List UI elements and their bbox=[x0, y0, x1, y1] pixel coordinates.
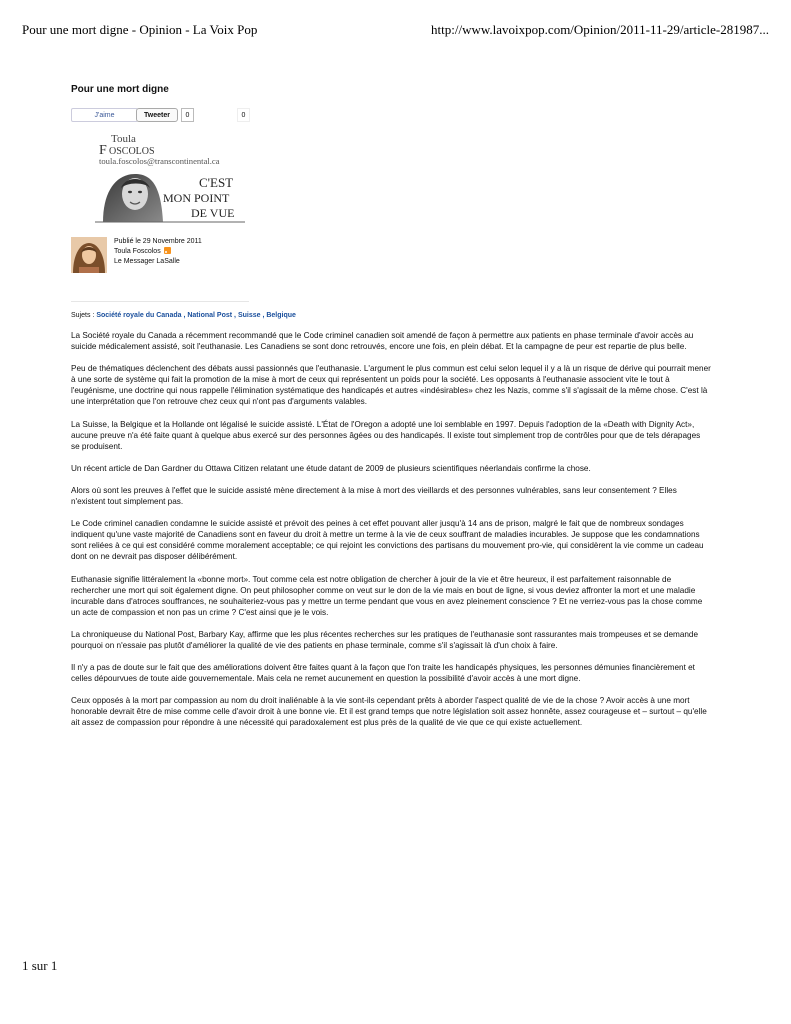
banner-portrait bbox=[103, 174, 163, 222]
author-line bbox=[114, 247, 202, 257]
subject-link-suisse[interactable]: Suisse bbox=[237, 312, 261, 319]
article-title: Pour une mort digne bbox=[71, 84, 169, 95]
subject-separator: , bbox=[181, 312, 188, 319]
author-photo bbox=[71, 237, 107, 273]
article-paragraph: La Suisse, la Belgique et la Hollande ont légalisé le suicide assisté. L'État de l'Oregon a adopté une loi semblable en 1997. Depuis l'adoption de la «Death with Dignity Act», aucune preuve n'a été faite quant à quelque abus exercé sur des personnes âgées ou des handicapés. Il existe tout simplement trop de contrôles pour que de tels dérapages se produisent. bbox=[71, 419, 701, 451]
tweet-button[interactable]: Tweeter bbox=[136, 108, 178, 122]
banner-column-line2: MON POINT bbox=[163, 191, 230, 205]
banner-column-line1: C'EST bbox=[199, 175, 234, 190]
subject-separator: , bbox=[232, 312, 238, 319]
article-paragraph: Euthanasie signifie littéralement la «bonne mort». Tout comme cela est notre obligation de chercher à jouir de la vie et être heureux, il est parfaitement raisonnable de rechercher une mort qui soit également digne. On peut philosopher comme on veut sur le don de la vie mais en bout de ligne, si vous deviez affronter la mort et une maladie incurable dans d'atroces souffrances, ne souhaiteriez-vous pas y mettre un terme pendant que vous en avez pleinement conscience ? Et ne verriez-vous pas la chose comme un acte de compassion et non pas un crime ? C'est ainsi que je le vois. bbox=[71, 574, 703, 617]
article-paragraph: La chroniqueuse du National Post, Barbary Kay, affirme que les plus récentes recherches sur les pratiques de l'euthanasie sont rassurantes mais trompeuses et se demande pourquoi on n'essaie pas plutôt d'améliorer la qualité de vie des patients en phase terminale, comme s'il s'agissait là d'un choix à faire. bbox=[71, 629, 699, 650]
print-page-url: http://www.lavoixpop.com/Opinion/2011-11-29/article-281987... bbox=[431, 22, 769, 37]
rss-feed-icon[interactable] bbox=[164, 247, 171, 254]
article-body bbox=[71, 330, 711, 740]
article-paragraph: Il n'y a pas de doute sur le fait que des améliorations doivent être faites quant à la façon que l'on traite les handicapés physiques, les personnes démunies financièrement et celles dépourvues de toute aide gouvernementale. Mais cela ne remet aucunement en question la possibilité d'avoir accès à une mort digne. bbox=[71, 663, 695, 684]
article-paragraph: Le Code criminel canadien condamne le suicide assisté et prévoit des peines à cet effet pouvant aller jusqu'à 14 ans de prison, malgré le fait que de nombreux sondages indiquent qu'une vaste majorité de Canadiens sont en faveur du droit à mettre un terme à la vie de ceux souffrant de maladies incurables. Je suppose que les condamnations sont reliées à ce qui est considéré comme moralement acceptable; ce qui rejoint les convictions des partisans du mouvement pro-vie, qui considèrent la vie comme un cadeau dont on ne devrait pas disposer délibérément. bbox=[71, 519, 704, 562]
banner-last-name-initial: F bbox=[99, 143, 107, 158]
article-paragraph: La Société royale du Canada a récemment recommandé que le Code criminel canadien soit amendé de façon à permettre aux patients en phase terminale d'avoir accès au suicide médicalement assisté, soit l'euthanasie. Les Canadiens se sont donc retrouvés, encore une fois, en plein débat. Et la campagne de peur est repartie de plus belle. bbox=[71, 331, 694, 352]
divider bbox=[71, 301, 249, 302]
social-buttons bbox=[71, 108, 251, 122]
publication-name: Le Messager LaSalle bbox=[114, 258, 180, 265]
print-page-title: Pour une mort digne - Opinion - La Voix Pop bbox=[22, 22, 258, 37]
publication-info bbox=[114, 237, 202, 267]
subject-link-societe-royale[interactable]: Société royale du Canada bbox=[96, 312, 182, 319]
print-page-number: 1 sur 1 bbox=[22, 958, 58, 973]
banner-column-line3: DE VUE bbox=[191, 206, 235, 220]
article-paragraph: Peu de thématiques déclenchent des débats aussi passionnés que l'euthanasie. L'argument le plus commun est celui selon lequel il y a là un risque de dérive qui pourrait mener à une sorte de système qui fait la promotion de la mise à mort de ceux qui représentent un poids pour la société. Les opposants à l'euthanasie associent vite le tout à l'eugénisme, une doctrine qui nous rappelle l'élimination systématique des handicapés et autres «indésirables» chez les Nazis, comme s'il s'agissait de la même chose. C'est là une interprétation que l'on retrouve chez ceux qui n'ont pas d'arguments valables. bbox=[71, 364, 711, 407]
article-paragraph: Un récent article de Dan Gardner du Ottawa Citizen relatant une étude datant de 2009 de plusieurs scientifiques néerlandais confirme la chose. bbox=[71, 463, 591, 473]
subjects-label: Sujets : bbox=[71, 312, 95, 319]
article-paragraph: Ceux opposés à la mort par compassion au nom du droit inaliénable à la vie sont-ils cependant prêts à aborder l'aspect qualité de vie de la chose ? Avoir accès à une mort honorable devrait être de mise comme celle d'avoir droit à une bonne vie. Et il est grand temps que notre législation soit assez honnête, assez courageuse et – surtout – qu'elle ait assez de compassion pour répondre à une nécessité qui paradoxalement est plus près de la qualité de vie que ce qui existe actuellement. bbox=[71, 696, 707, 728]
subject-separator: , bbox=[260, 312, 267, 319]
print-header bbox=[22, 22, 769, 40]
published-date: Publié le 29 Novembre 2011 bbox=[114, 238, 202, 245]
facebook-like-button[interactable]: J'aime bbox=[71, 108, 138, 122]
author-name[interactable]: Toula Foscolos bbox=[114, 248, 161, 255]
banner-email: toula.foscolos@transcontinental.ca bbox=[99, 156, 220, 166]
subject-link-belgique[interactable]: Belgique bbox=[266, 312, 296, 319]
article-paragraph: Alors où sont les preuves à l'effet que le suicide assisté mène directement à la mise à mort des vieillards et des personnes vulnérables, sans leur consentement ? Elles n'existent tout simplement pas. bbox=[71, 485, 677, 507]
subjects-line bbox=[71, 312, 296, 319]
banner-last-name-rest: OSCOLOS bbox=[109, 146, 155, 157]
column-banner bbox=[95, 130, 245, 228]
tweet-count: 0 bbox=[181, 108, 194, 122]
banner-first-name: Toula bbox=[111, 133, 136, 145]
subject-link-national-post[interactable]: National Post bbox=[187, 312, 233, 319]
share-count: 0 bbox=[237, 108, 250, 122]
article-header bbox=[71, 84, 711, 122]
